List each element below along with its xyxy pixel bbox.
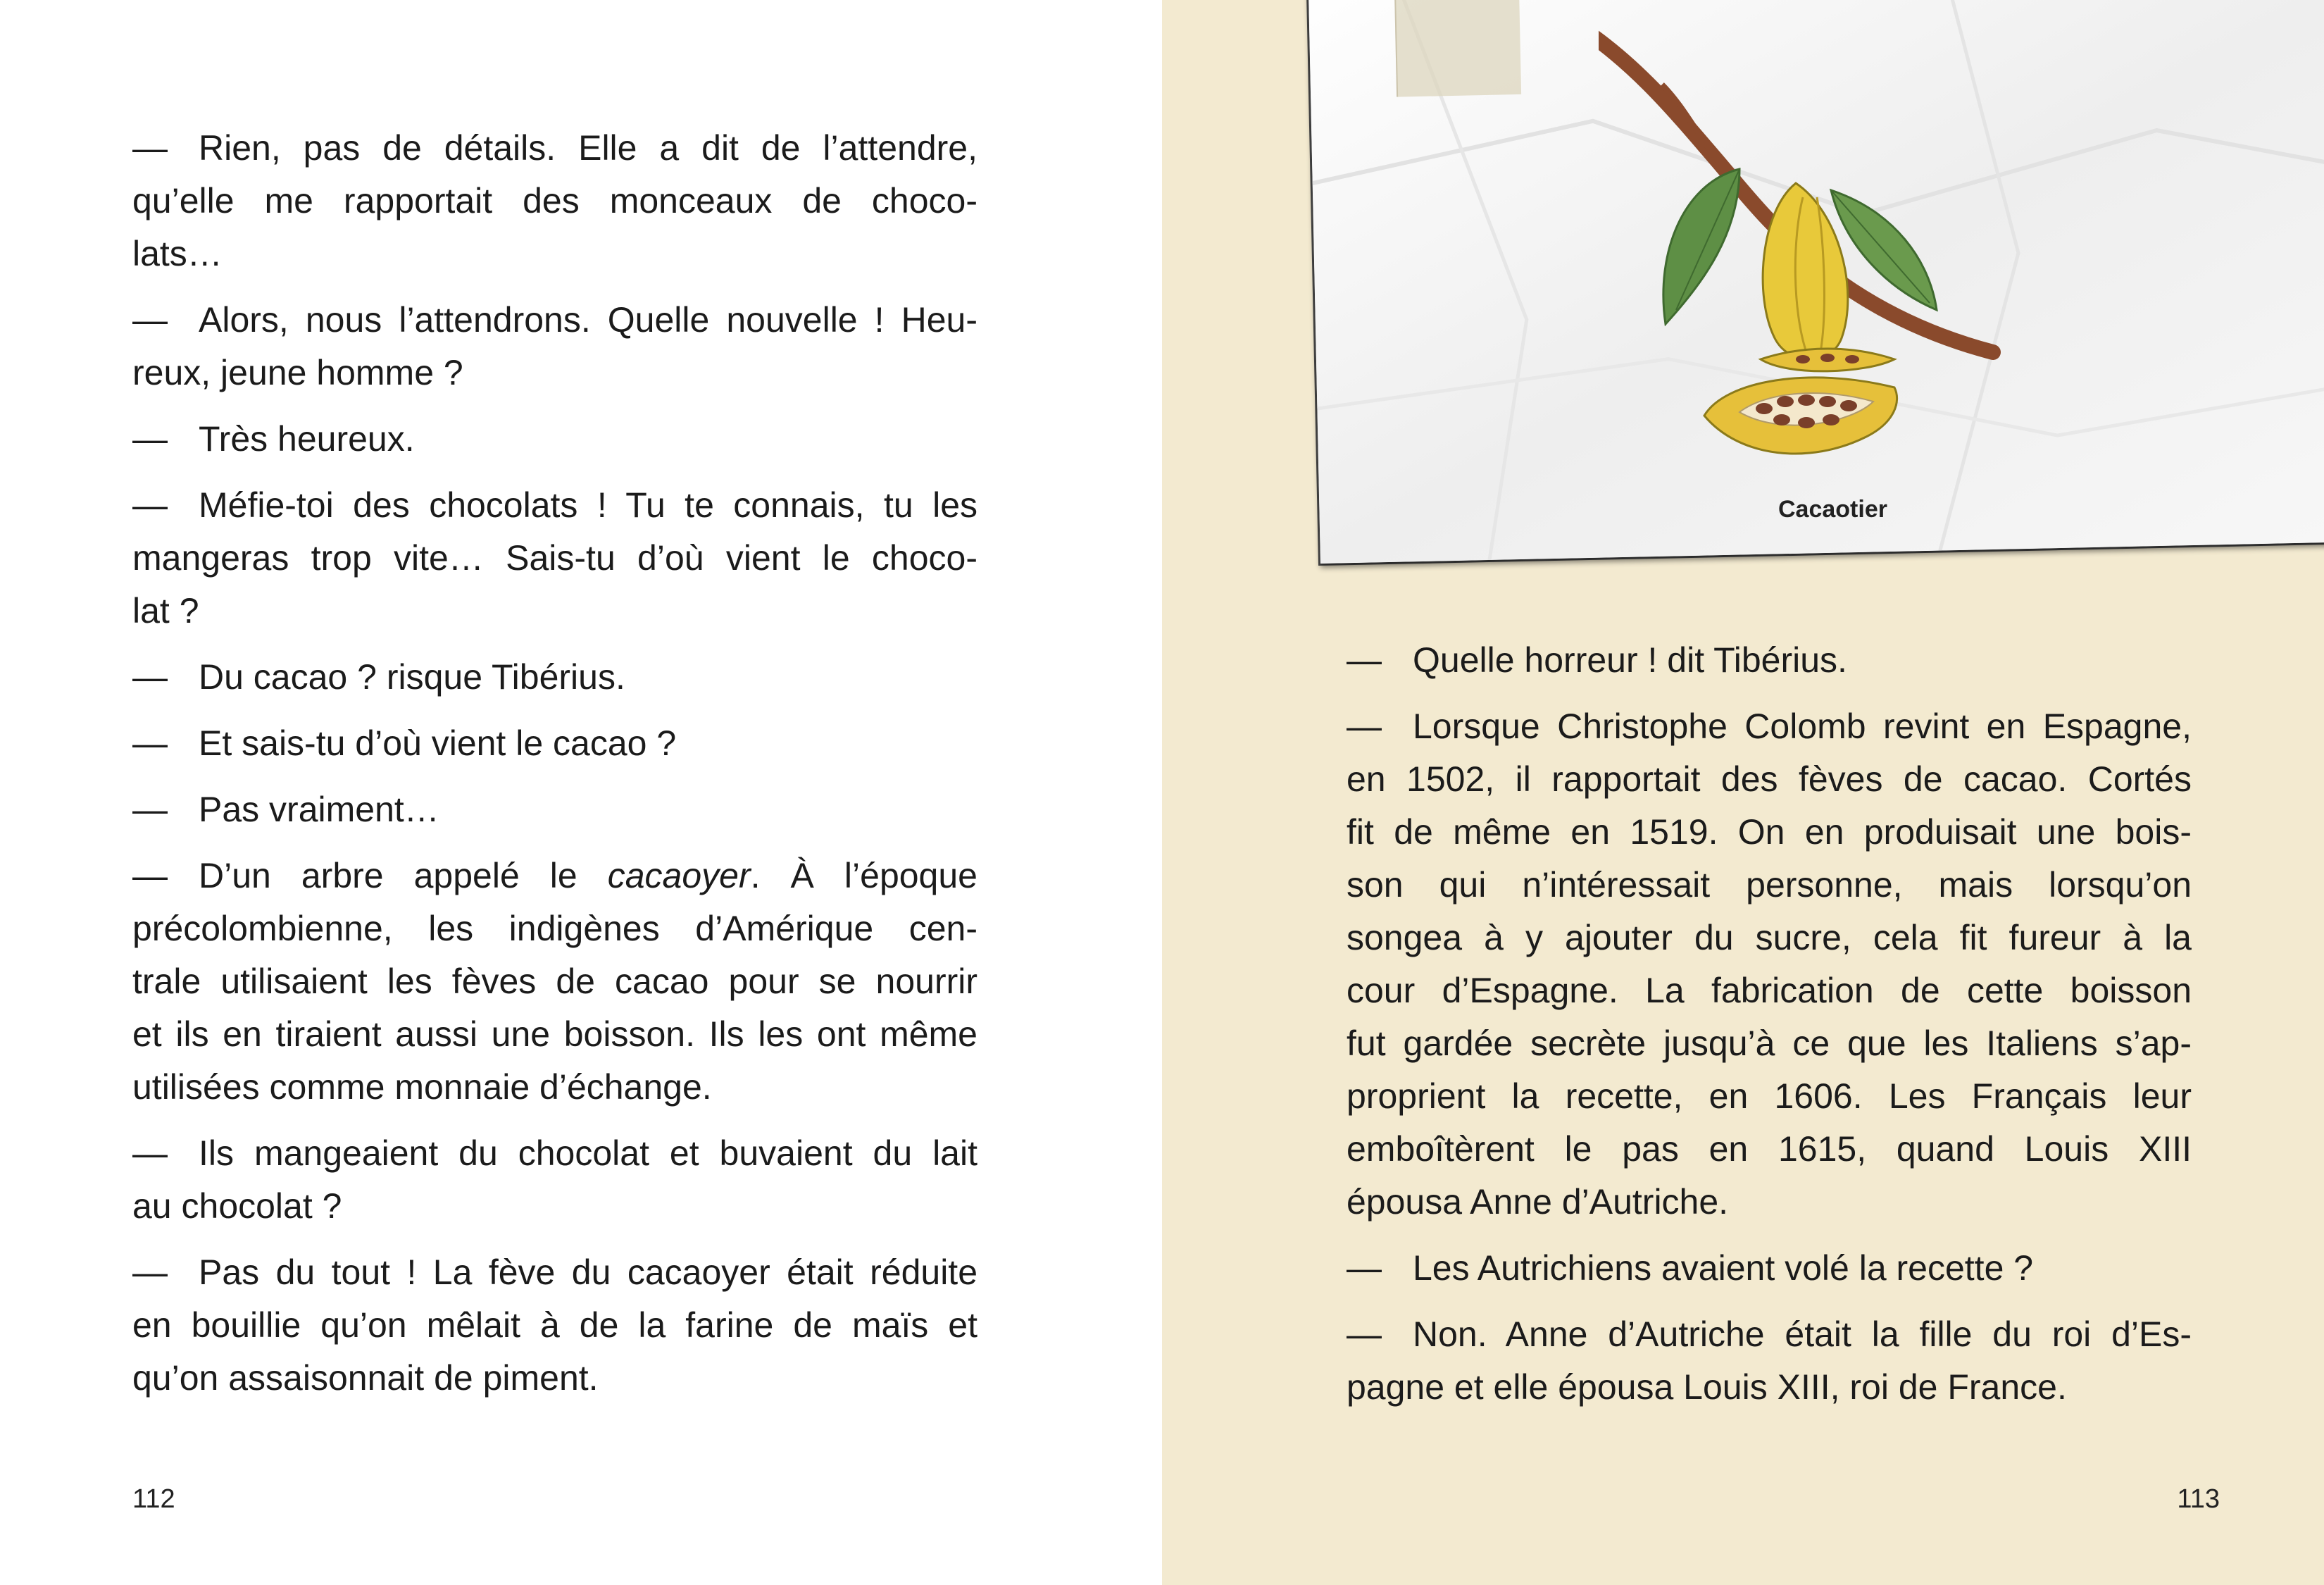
em-dash: — — [132, 790, 168, 829]
em-dash: — — [1347, 640, 1382, 680]
paragraph — [132, 717, 977, 770]
text-line: en 1502, il rapportait des fèves de cacao. Cortés — [1347, 759, 2192, 799]
text-line: épousa Anne d’Autriche. — [1347, 1182, 1729, 1222]
text-line: reux, jeune homme ? — [132, 353, 463, 392]
paragraph — [132, 479, 977, 638]
text-line: en bouillie qu’on mêlait à de la farine de maïs et — [132, 1305, 977, 1345]
paragraph — [132, 850, 977, 1114]
text-line: Rien, pas de détails. Elle a dit de l’attendre, — [199, 128, 977, 168]
paragraph — [132, 413, 977, 466]
text-line: trale utilisaient les fèves de cacao pour se nourrir — [132, 962, 977, 1001]
em-dash: — — [132, 300, 168, 340]
em-dash: — — [132, 657, 168, 697]
paragraph — [132, 122, 977, 280]
text-segment: . À l’époque — [750, 856, 977, 895]
text-line: Et sais-tu d’où vient le cacao ? — [199, 723, 677, 763]
paragraph — [1347, 1308, 2192, 1414]
em-dash: — — [132, 128, 168, 168]
text-line: fit de même en 1519. On en produisait une bois- — [1347, 812, 2192, 852]
em-dash: — — [132, 419, 168, 459]
em-dash: — — [1347, 1314, 1382, 1354]
text-line: Du cacao ? risque Tibérius. — [199, 657, 625, 697]
text-line: utilisées comme monnaie d’échange. — [132, 1067, 712, 1107]
illustration-caption: Cacaotier — [1778, 496, 1887, 523]
text-line: Pas vraiment… — [199, 790, 439, 829]
text-segment: D’un arbre appelé le — [199, 856, 577, 895]
text-line: cour d’Espagne. La fabrication de cette boisson — [1347, 971, 2192, 1010]
text-line: proprient la recette, en 1606. Les Français leur — [1347, 1076, 2192, 1116]
text-line: Non. Anne d’Autriche était la fille du roi d’Es- — [1413, 1314, 2192, 1354]
paragraph — [132, 651, 977, 704]
text-line: précolombienne, les indigènes d’Amérique cen- — [132, 909, 977, 948]
italic-term: cacaoyer — [607, 856, 751, 895]
text-line: Très heureux. — [199, 419, 415, 459]
paragraph — [1347, 700, 2192, 1229]
right-page-text — [1347, 634, 2192, 1427]
text-line: Méfie-toi des chocolats ! Tu te connais, tu les — [199, 485, 977, 525]
text-line: Alors, nous l’attendrons. Quelle nouvelle ! Heu- — [199, 300, 977, 340]
paragraph — [132, 783, 977, 836]
paragraph — [132, 1246, 977, 1405]
text-line: Quelle horreur ! dit Tibérius. — [1413, 640, 1847, 680]
text-line: qu’elle me rapportait des monceaux de choco- — [132, 181, 977, 220]
em-dash: — — [1347, 1248, 1382, 1288]
text-line: Lorsque Christophe Colomb revint en Espagne, — [1413, 707, 2192, 746]
text-line: qu’on assaisonnait de piment. — [132, 1358, 599, 1398]
page-number: 112 — [132, 1484, 175, 1514]
text-line: mangeras trop vite… Sais-tu d’où vient le choco- — [132, 538, 977, 578]
em-dash: — — [1347, 707, 1382, 746]
text-line: lat ? — [132, 591, 199, 630]
text-line: lats… — [132, 234, 223, 273]
text-line: songea à y ajouter du sucre, cela fit fureur à la — [1347, 918, 2192, 957]
text-line: emboîtèrent le pas en 1615, quand Louis XIII — [1347, 1129, 2192, 1169]
paragraph — [1347, 634, 2192, 687]
paragraph — [1347, 1242, 2192, 1295]
text-line: Pas du tout ! La fève du cacaoyer était réduite — [199, 1253, 977, 1292]
page-number: 113 — [2177, 1484, 2220, 1514]
text-line: et ils en tiraient aussi une boisson. Ils les ont même — [132, 1014, 977, 1054]
left-page-text — [132, 122, 977, 1418]
tape-strip — [1394, 0, 1521, 97]
text-line: au chocolat ? — [132, 1186, 342, 1226]
em-dash: — — [132, 856, 168, 895]
em-dash: — — [132, 1253, 168, 1292]
text-line: Ils mangeaient du chocolat et buvaient du lait — [199, 1133, 977, 1173]
text-line: fut gardée secrète jusqu’à ce que les Italiens s’ap- — [1347, 1024, 2192, 1063]
cacao-tree-icon — [1599, 28, 2021, 479]
paragraph — [132, 294, 977, 399]
text-line: son qui n’intéressait personne, mais lorsqu’on — [1347, 865, 2192, 905]
em-dash: — — [132, 1133, 168, 1173]
em-dash: — — [132, 723, 168, 763]
text-line: pagne et elle épousa Louis XIII, roi de France. — [1347, 1367, 2067, 1407]
text-line: Les Autrichiens avaient volé la recette ? — [1413, 1248, 2034, 1288]
em-dash: — — [132, 485, 168, 525]
paragraph — [132, 1127, 977, 1233]
